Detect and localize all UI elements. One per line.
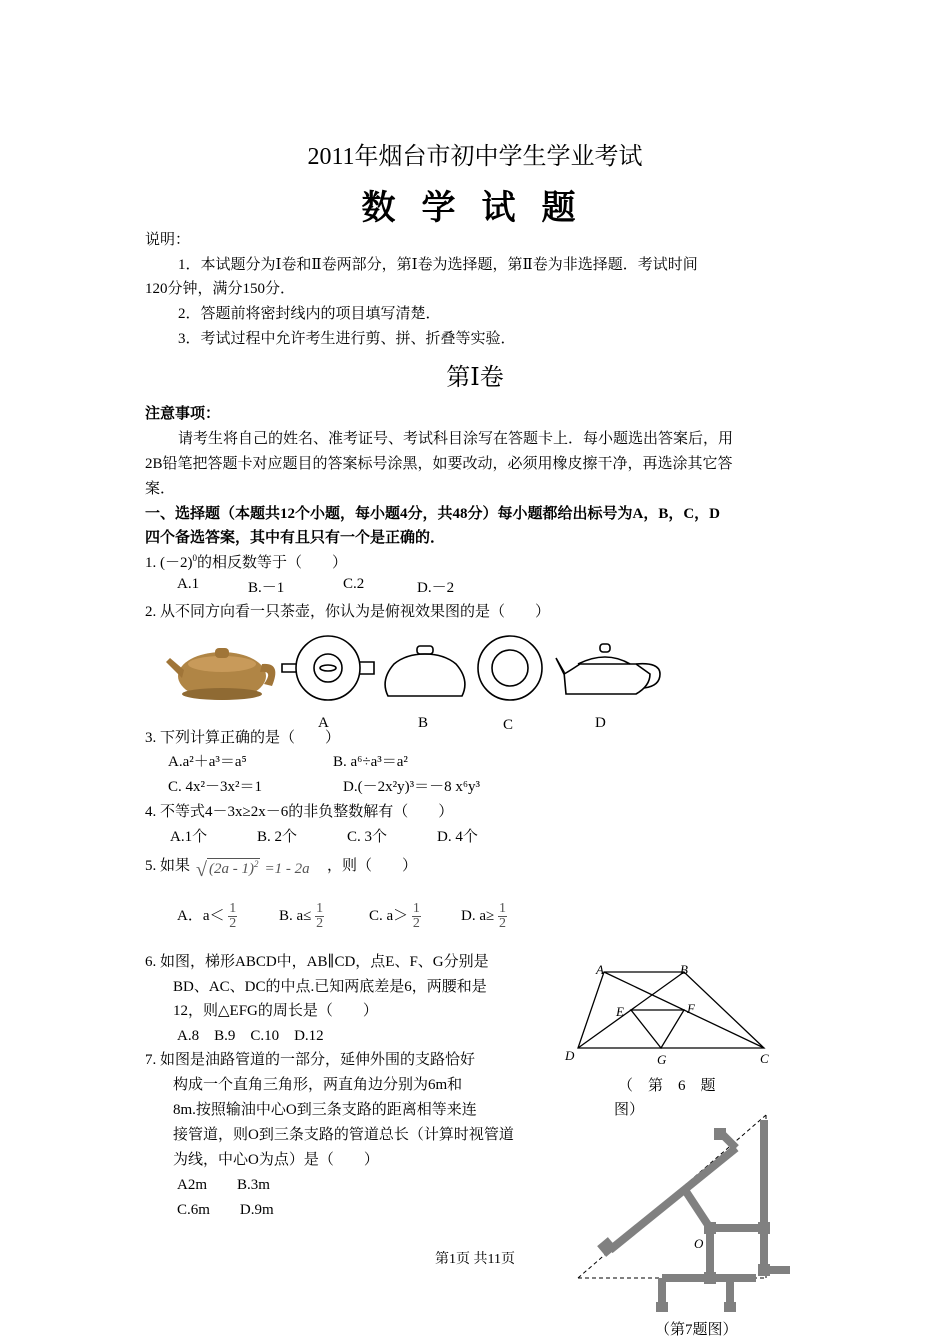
pipe-joints (597, 1128, 770, 1312)
q5-option-d: D. a≥ $\frac{1}{2}$ (461, 901, 506, 931)
q3-stem: 3. 下列计算正确的是（ ） (145, 730, 341, 746)
point-f: F (687, 1001, 695, 1016)
teapot-view-b (385, 646, 465, 696)
q4-stem: 4. 不等式4－3x≥2x－6的非负整数解有（ ） (145, 804, 454, 820)
q3-option-c: C. 4x²－3x²＝1 (168, 779, 262, 795)
notice-line-3: 案． (145, 481, 176, 497)
page-footer: 第1页 共11页 (435, 1252, 515, 1267)
point-o: O (694, 1236, 704, 1251)
notes-item-2: 2．答题前将密封线内的项目填写清楚． (178, 306, 441, 322)
q3-option-b: B. a⁶÷a³＝a² (333, 754, 408, 770)
q7-line-4: 接管道，则O到三条支路的管道总长（计算时视管道 (173, 1127, 514, 1143)
q1-option-c: C.2 (343, 576, 365, 592)
notice-label: 注意事项： (145, 406, 221, 422)
q4-option-a: A.1个 (170, 829, 208, 845)
point-g: G (657, 1052, 667, 1067)
pipeline-figure (570, 1110, 800, 1315)
q2-label-d: D (595, 715, 606, 731)
q2-stem: 2. 从不同方向看一只茶壶，你认为是俯视效果图的是（ ） (145, 604, 551, 620)
q2-label-a: A (318, 715, 329, 731)
q3-option-d: D.(－2x²y)³＝－8 x⁶y³ (343, 779, 481, 795)
section-title: 第Ⅰ卷 (446, 365, 504, 391)
q2-label-b: B (418, 715, 429, 731)
q2-label-c: C (503, 717, 514, 733)
notes-item-3: 3．考试过程中允许考生进行剪、拼、折叠等实验． (178, 331, 516, 347)
q4-option-c: C. 3个 (347, 829, 388, 845)
q6-line-2: BD、AC、DC的中点.已知两底差是6，两腰和是 (173, 979, 487, 995)
subject-title: 数学试题 (361, 190, 602, 227)
point-e: E (616, 1004, 624, 1019)
pipes (610, 1120, 790, 1308)
teapot-view-d (556, 644, 660, 694)
q4-option-d: D. 4个 (437, 829, 478, 845)
q7-line-5: 为线，中心O为点）是（ ） (173, 1152, 379, 1168)
exam-title: 2011年烟台市初中学生学业考试 (307, 144, 643, 170)
point-b: B (680, 962, 688, 977)
teapot-figures (160, 628, 670, 718)
trapezoid-figure (560, 960, 780, 1070)
point-d: D (565, 1048, 575, 1063)
q5-stem-pre: 5. 如果 (145, 858, 191, 874)
notes-item-1a: 1．本试题分为Ⅰ卷和Ⅱ卷两部分，第Ⅰ卷为选择题，第Ⅱ卷为非选择题．考试时间 (178, 257, 698, 273)
q5-option-a: A．a＜ $\frac{1}{2}$ (177, 901, 237, 931)
q7-options-cd: C.6m D.9m (177, 1202, 274, 1218)
teapot-photo (166, 648, 275, 700)
part1-heading-2: 四个备选答案，其中有且只有一个是正确的． (145, 530, 446, 546)
q5-stem-post: ，则（ ） (327, 858, 418, 874)
notice-line-2: 2B铅笔把答题卡对应题目的答案标号涂黑，如要改动，必须用橡皮擦干净，再选涂其它答 (145, 456, 733, 472)
notice-line-1: 请考生将自己的姓名、准考证号、考试科目涂写在答题卡上．每小题选出答案后，用 (178, 431, 734, 447)
q5-option-b: B. a≤ $\frac{1}{2}$ (279, 901, 324, 931)
q7-line-3: 8m.按照输油中心O到三条支路的距离相等来连 (173, 1102, 477, 1118)
q6-line-3: 12，则△EFG的周长是（ ） (173, 1003, 378, 1019)
q5-option-c: C. a＞ $\frac{1}{2}$ (369, 901, 420, 931)
q6-line-1: 6. 如图，梯形ABCD中，AB∥CD，点E、F、G分别是 (145, 954, 489, 970)
point-c: C (760, 1051, 769, 1066)
q4-option-b: B. 2个 (257, 829, 298, 845)
q1-option-a: A.1 (177, 576, 200, 592)
q1-option-d: D.－2 (417, 580, 455, 596)
triangle-efg (631, 1010, 684, 1048)
q7-caption: （第7题图） (655, 1322, 738, 1338)
point-a: A (596, 962, 604, 977)
teapot-view-a (282, 636, 374, 700)
q6-caption-1: （ 第 6 题 (618, 1078, 716, 1094)
q6-options: A.8 B.9 C.10 D.12 (177, 1028, 324, 1044)
q7-options-ab: A2m B.3m (177, 1177, 270, 1193)
teapot-view-c (478, 636, 542, 700)
q7-line-2: 构成一个直角三角形，两直角边分别为6m和 (173, 1077, 463, 1093)
q6-caption-2: 图） (614, 1102, 645, 1118)
q5-equation: √ (2a - 1)$^2$ =1 - 2a (196, 859, 310, 881)
notes-label: 说明： (145, 232, 191, 248)
q1-stem: 1. $(-2)^0$的相反数等于（ ） (145, 553, 348, 571)
q3-option-a: A.a²＋a³＝a⁵ (168, 754, 247, 770)
q1-option-b: B.－1 (248, 580, 285, 596)
part1-heading-1: 一、选择题（本题共12个小题，每小题4分，共48分）每小题都给出标号为A，B，C，D (145, 506, 721, 522)
q7-line-1: 7. 如图是油路管道的一部分，延伸外围的支路恰好 (145, 1052, 476, 1068)
notes-item-1b: 120分钟，满分150分． (145, 281, 296, 297)
